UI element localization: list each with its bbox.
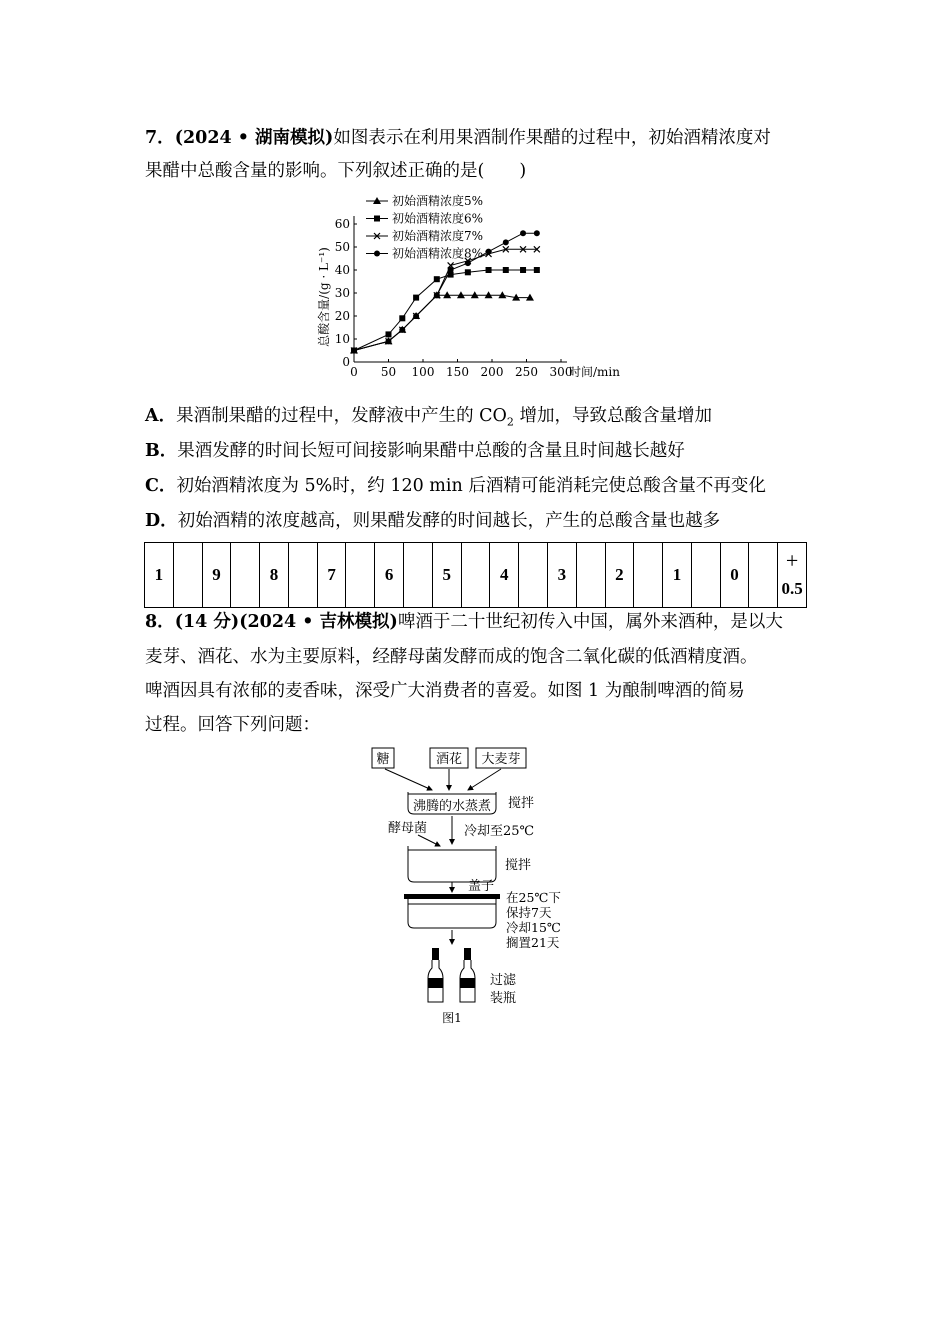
option-d[interactable] — [145, 510, 720, 532]
q8-line4: 过程。回答下列问题： — [145, 715, 320, 735]
y-tick-label: 30 — [334, 286, 350, 300]
data-point-square — [434, 276, 440, 282]
sugar-label: 糖 — [376, 752, 390, 767]
y-tick-label: 60 — [334, 217, 350, 231]
legend-label: 初始酒精浓度5% — [392, 194, 484, 208]
cool25-label: 冷却至25℃ — [464, 824, 535, 839]
y-tick-label: 20 — [334, 309, 350, 323]
q8-line2: 麦芽、酒花、水为主要原料，经酵母菌发酵而成的饱含二氧化碳的低酒精度酒。 — [145, 647, 758, 667]
stir1-label: 搅拌 — [508, 796, 535, 811]
data-point-square — [520, 267, 526, 273]
x-tick-label: 50 — [380, 365, 397, 379]
bottle-label: 装瓶 — [490, 991, 517, 1006]
score-cell[interactable]: 3 — [547, 543, 576, 608]
yeast-label: 酵母菌 — [388, 821, 428, 836]
legend-label: 初始酒精浓度8% — [392, 246, 484, 261]
data-point-square — [413, 295, 419, 301]
data-point-square — [374, 216, 380, 222]
q7-number: 7． — [145, 128, 175, 148]
ferment-vessel — [408, 846, 496, 882]
boil-label: 沸腾的水蒸煮 — [412, 799, 492, 814]
score-cell[interactable]: 0 — [720, 543, 749, 608]
data-point-circle — [374, 251, 380, 257]
score-half-value: 0.5 — [781, 579, 803, 598]
x-tick-label: 150 — [446, 365, 469, 379]
score-cell[interactable] — [576, 543, 605, 608]
hops-label: 酒花 — [435, 752, 463, 767]
data-point-triangle — [471, 291, 479, 298]
score-cell[interactable] — [461, 543, 490, 608]
q7-stem-text1: 如图表示在利用果酒制作果醋的过程中，初始酒精浓度对 — [333, 128, 771, 148]
option-b-text: 果酒发酵的时间长短可间接影响果醋中总酸的含量且时间越长越好 — [177, 441, 685, 461]
score-cell[interactable] — [519, 543, 548, 608]
keep1-label: 在25℃下 — [506, 890, 561, 905]
arrow-sugar — [385, 769, 432, 790]
score-cell[interactable] — [404, 543, 433, 608]
arrow-yeast — [418, 835, 440, 846]
y-axis-label: 总酸含量/(g · L⁻¹) — [317, 247, 331, 347]
keep3-label: 冷却15℃ — [506, 920, 561, 935]
series-line-3 — [354, 249, 537, 350]
score-cell[interactable] — [749, 543, 778, 608]
score-cell[interactable]: 7 — [317, 543, 346, 608]
q8-line1 — [145, 611, 783, 633]
data-point-triangle — [485, 291, 493, 298]
legend-label: 初始酒精浓度7% — [392, 229, 484, 243]
score-cell[interactable] — [691, 543, 720, 608]
y-tick-label: 40 — [334, 263, 350, 277]
option-b-label: B． — [145, 441, 178, 461]
score-cell[interactable]: 5 — [432, 543, 461, 608]
score-cell[interactable]: 2 — [605, 543, 634, 608]
series-line-1 — [354, 295, 530, 350]
data-point-circle — [534, 230, 540, 236]
data-point-triangle — [498, 291, 506, 298]
score-cell[interactable]: 8 — [260, 543, 289, 608]
score-cell[interactable] — [231, 543, 260, 608]
q7-stem-line1 — [145, 127, 771, 149]
x-tick-label: 300 — [549, 365, 573, 379]
x-tick-label: 200 — [480, 365, 504, 379]
data-point-square — [486, 267, 492, 273]
data-point-square — [534, 267, 540, 273]
data-point-square — [386, 331, 392, 337]
brewing-figure — [360, 740, 590, 1030]
option-a-text-post: 增加，导致总酸含量增加 — [513, 406, 712, 426]
y-tick-label: 0 — [342, 355, 350, 369]
data-point-circle — [386, 338, 392, 344]
data-point-triangle — [457, 291, 465, 298]
score-cell[interactable] — [173, 543, 202, 608]
series-line-2 — [354, 270, 537, 351]
score-row — [145, 543, 807, 608]
data-point-triangle — [443, 291, 451, 298]
option-c-label: C． — [145, 476, 177, 496]
option-a-text-pre: 果酒制果醋的过程中，发酵液中产生的 CO — [176, 406, 507, 426]
lid — [404, 894, 500, 899]
lidded-vessel — [408, 899, 496, 928]
data-point-circle — [413, 313, 419, 319]
data-point-square — [465, 269, 471, 275]
y-tick-label: 10 — [334, 332, 350, 346]
q7-source: (2024 • 湖南模拟) — [174, 128, 334, 148]
data-point-circle — [486, 249, 492, 255]
data-point-square — [503, 267, 509, 273]
score-table — [144, 542, 807, 608]
data-point-circle — [465, 260, 471, 266]
arrow-malt — [468, 769, 501, 790]
y-tick-label: 50 — [334, 240, 350, 254]
score-cell[interactable]: 1 — [145, 543, 174, 608]
option-a-label: A． — [145, 406, 177, 426]
option-c[interactable] — [145, 475, 766, 497]
score-cell[interactable] — [346, 543, 375, 608]
legend-label: 初始酒精浓度6% — [392, 211, 484, 226]
data-point-circle — [503, 239, 509, 245]
q8-line3: 啤酒因具有浓郁的麦香味，深受广大消费者的喜爱。如图 1 为酿制啤酒的简易 — [145, 681, 745, 701]
score-cell[interactable]: 4 — [490, 543, 519, 608]
q8-text1: 啤酒于二十世纪初传入中国，属外来酒种，是以大 — [397, 612, 783, 632]
score-cell[interactable] — [288, 543, 317, 608]
bottle-left — [428, 948, 443, 1002]
acid-content-chart — [310, 190, 640, 400]
x-axis-label: 时间/min — [569, 365, 620, 379]
keep2-label: 保持7天 — [506, 905, 552, 920]
score-half-plus: + — [785, 548, 799, 573]
chart-legend — [366, 193, 483, 261]
x-tick-label: 250 — [515, 365, 538, 379]
malt-label: 大麦芽 — [481, 752, 521, 767]
q8-source: (14 分)(2024 • 吉林模拟) — [174, 612, 398, 632]
x-tick-label: 100 — [411, 365, 435, 379]
score-cell-half[interactable] — [778, 543, 807, 608]
data-point-circle — [351, 348, 357, 354]
data-point-circle — [434, 292, 440, 298]
x-tick-label: 0 — [350, 365, 358, 379]
bottle-right — [460, 948, 475, 1002]
option-b[interactable] — [145, 440, 685, 462]
data-point-circle — [520, 230, 526, 236]
data-point-circle — [399, 327, 405, 333]
data-point-square — [399, 315, 405, 321]
option-a[interactable] — [145, 405, 712, 434]
score-cell[interactable]: 9 — [202, 543, 231, 608]
keep4-label: 搁置21天 — [506, 935, 560, 950]
score-cell[interactable]: 1 — [663, 543, 692, 608]
score-cell[interactable] — [634, 543, 663, 608]
option-c-text: 初始酒精浓度为 5%时，约 120 min 后酒精可能消耗完使总酸含量不再变化 — [176, 476, 766, 496]
score-cell[interactable]: 6 — [375, 543, 404, 608]
lid-label: 盖子 — [468, 879, 495, 894]
filter-label: 过滤 — [490, 973, 517, 988]
q8-number: 8． — [145, 612, 175, 632]
option-a-subscript: 2 — [506, 415, 514, 429]
option-d-text: 初始酒精的浓度越高，则果醋发酵的时间越长，产生的总酸含量也越多 — [177, 511, 721, 531]
data-point-circle — [448, 267, 454, 273]
stir2-label: 搅拌 — [505, 858, 532, 873]
option-d-label: D． — [145, 511, 178, 531]
q7-stem-line2: 果醋中总酸含量的影响。下列叙述正确的是( ) — [145, 161, 527, 181]
figure1-caption: 图1 — [442, 1011, 462, 1025]
